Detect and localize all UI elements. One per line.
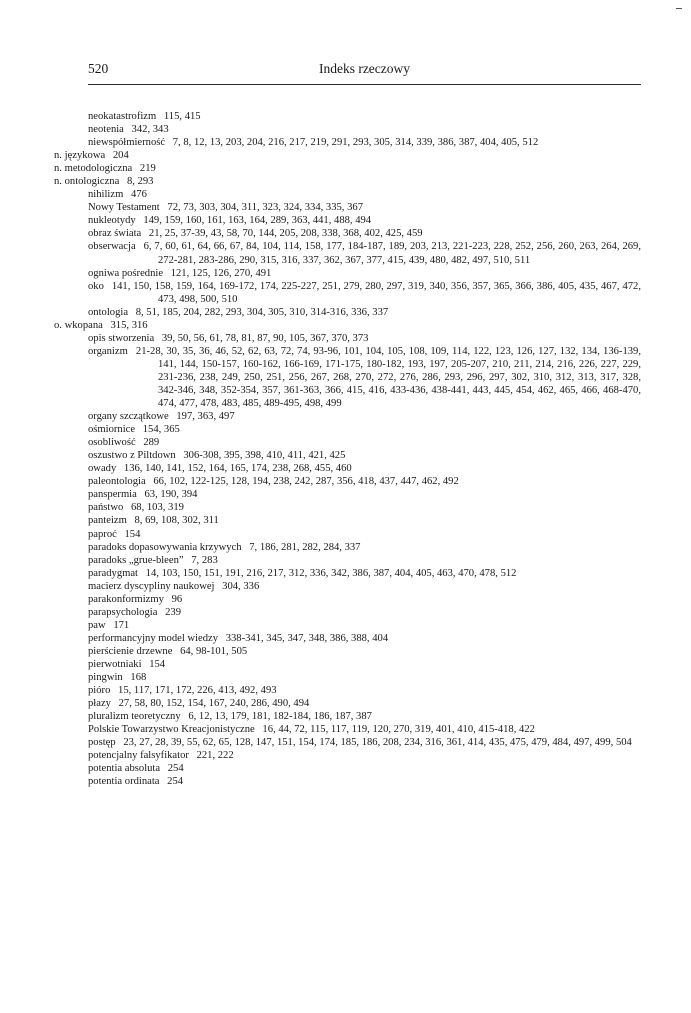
index-entry (88, 436, 641, 449)
index-pages: 254 (167, 776, 184, 788)
index-term: osobliwość (88, 437, 136, 449)
index-term: organy szczątkowe (88, 411, 169, 423)
index-term: macierz dyscypliny naukowej (88, 580, 215, 592)
index-entry (88, 475, 641, 488)
index-pages: 8, 51, 185, 204, 282, 293, 304, 305, 310, 314-316, 336, 337 (135, 306, 389, 318)
index-term: pingwin (88, 672, 123, 684)
index-term: performancyjny model wiedzy (88, 632, 219, 644)
scan-mark (676, 8, 682, 9)
index-term: pierścienie drzewne (88, 645, 173, 657)
index-entry (88, 214, 641, 227)
index-pages: 8, 293 (126, 176, 154, 188)
index-term: potencjalny falsyfikator (88, 750, 189, 762)
index-subentry (88, 580, 641, 593)
page-header (88, 61, 641, 81)
index-term: pluralizm teoretyczny (88, 711, 181, 723)
index-pages: 338-341, 345, 347, 348, 386, 388, 404 (225, 632, 389, 644)
index-subentry (54, 175, 641, 188)
index-pages: 8, 69, 108, 302, 311 (134, 515, 219, 527)
index-entry (88, 488, 641, 501)
index-pages: 63, 190, 394 (144, 489, 198, 501)
index-pages: 306-308, 395, 398, 410, 411, 421, 425 (183, 450, 346, 462)
index-pages: 171 (113, 619, 130, 631)
index-pages: 72, 73, 303, 304, 311, 323, 324, 334, 335, 367 (167, 202, 363, 214)
index-entry (88, 227, 641, 240)
index-entry (88, 697, 641, 710)
index-subentry (54, 319, 641, 332)
index-subentry (54, 162, 641, 175)
index-term: organizm (88, 345, 128, 357)
index-pages: 154 (149, 658, 166, 670)
index-term: parakonformizmy (88, 593, 164, 605)
index-term: państwo (88, 502, 124, 514)
index-entry (88, 462, 641, 475)
index-term: paw (88, 619, 106, 631)
index-pages: 121, 125, 126, 270, 491 (170, 267, 272, 279)
index-pages: 154 (124, 528, 141, 540)
index-pages: 476 (130, 189, 147, 201)
index-entry (88, 658, 641, 671)
index-pages: 7, 186, 281, 282, 284, 337 (249, 541, 361, 553)
index-term: postęp (88, 737, 116, 749)
index-entry (88, 123, 641, 136)
index-pages: 141, 150, 158, 159, 164, 169-172, 174, 225-227, 251, 279, 280, 297, 319, 340, 356, 357, 365, 366, 386, 405, 435, 467, 472, 473, 498, 500, 510 (111, 280, 641, 305)
index-entry (88, 306, 641, 319)
index-term: parapsychologia (88, 606, 158, 618)
header-rule (88, 84, 641, 85)
index-pages: 7, 8, 12, 13, 203, 204, 216, 217, 219, 291, 293, 305, 314, 339, 386, 387, 404, 405, 512 (172, 137, 539, 149)
index-pages: 239 (165, 606, 181, 618)
index-term: paradoks dopasowywania krzywych (88, 541, 242, 553)
index-pages: 66, 102, 122-125, 128, 194, 238, 242, 287, 356, 418, 437, 447, 462, 492 (153, 476, 459, 488)
index-pages: 154, 365 (142, 424, 180, 436)
index-term: pierwotniaki (88, 658, 142, 670)
index-entry (88, 619, 641, 632)
index-entry (88, 684, 641, 697)
index-list (54, 110, 641, 788)
index-pages: 342, 343 (131, 124, 169, 136)
index-subentry (54, 149, 641, 162)
index-pages: 23, 27, 28, 39, 55, 62, 65, 128, 147, 151, 154, 174, 185, 186, 208, 234, 316, 361, 414, 435, 475, 479, 484, 497, 499, 504 (123, 737, 632, 749)
index-term: neokatastrofizm (88, 111, 157, 122)
index-pages: 39, 50, 56, 61, 78, 81, 87, 90, 105, 367, 370, 373 (161, 332, 369, 344)
index-entry (88, 749, 641, 762)
index-entry (88, 671, 641, 684)
index-term: obserwacja (88, 241, 136, 253)
index-entry (88, 345, 641, 410)
index-entry (88, 514, 641, 527)
index-term: paleontologia (88, 476, 146, 488)
index-pages: 21, 25, 37-39, 43, 58, 70, 144, 205, 208, 338, 368, 402, 425, 459 (148, 228, 423, 240)
index-pages: 304, 336 (222, 580, 260, 592)
index-term: ogniwa pośrednie (88, 267, 164, 279)
index-pages: 14, 103, 150, 151, 191, 216, 217, 312, 336, 342, 386, 387, 404, 405, 463, 470, 478, 512 (145, 567, 517, 579)
index-entry (88, 280, 641, 306)
index-term: ontologia (88, 306, 129, 318)
index-entry (88, 201, 641, 214)
index-entry (88, 410, 641, 423)
index-entry (88, 332, 641, 345)
index-term: płazy (88, 698, 111, 710)
index-term: panspermia (88, 489, 137, 501)
index-entry (88, 567, 641, 580)
index-term: paradoks „grue-bleen” (88, 554, 184, 566)
running-title: Indeks rzeczowy (318, 61, 411, 76)
index-term: paradygmat (88, 567, 139, 579)
index-pages: 136, 140, 141, 152, 164, 165, 174, 238, 268, 455, 460 (123, 463, 352, 475)
index-entry (88, 645, 641, 658)
index-pages: 204 (112, 150, 129, 162)
index-pages: 168 (130, 672, 147, 684)
index-term: owady (88, 463, 117, 475)
index-entry (88, 423, 641, 436)
index-pages: 115, 415 (163, 111, 201, 122)
index-pages: 315, 316 (110, 319, 148, 331)
index-term: Polskie Towarzystwo Kreacjonistyczne (88, 724, 255, 736)
index-term: obraz świata (88, 228, 142, 240)
index-entry (88, 528, 641, 541)
index-term: niewspółmierność (88, 137, 166, 149)
index-entry (88, 593, 641, 606)
index-entry (88, 188, 641, 201)
index-entry (88, 136, 641, 149)
index-term: Nowy Testament (88, 202, 160, 214)
index-term: n. ontologiczna (54, 176, 120, 188)
index-term: opis stworzenia (88, 332, 155, 344)
index-entry (88, 762, 641, 775)
index-entry (88, 632, 641, 645)
index-entry (88, 775, 641, 788)
index-pages: 7, 283 (191, 554, 218, 566)
index-term: n. językowa (54, 150, 106, 162)
index-entry (88, 723, 641, 736)
index-pages: 15, 117, 171, 172, 226, 413, 492, 493 (118, 685, 277, 697)
index-entry (88, 541, 641, 554)
index-term: panteizm (88, 515, 127, 527)
index-term: potentia absoluta (88, 763, 161, 775)
index-pages: 27, 58, 80, 152, 154, 167, 240, 286, 490, 494 (118, 698, 310, 710)
index-term: o. wkopana (54, 319, 103, 331)
index-term: oko (88, 280, 104, 292)
index-term: paproć (88, 528, 117, 540)
index-term: oszustwo z Piltdown (88, 450, 176, 462)
index-pages: 254 (167, 763, 184, 775)
index-term: nukleotydy (88, 215, 136, 227)
index-pages: 96 (171, 593, 183, 605)
index-entry (88, 240, 641, 266)
index-pages: 149, 159, 160, 161, 163, 164, 289, 363, 441, 488, 494 (143, 215, 372, 227)
index-entry (88, 736, 641, 749)
index-pages: 16, 44, 72, 115, 117, 119, 120, 270, 319, 401, 410, 415-418, 422 (262, 724, 535, 736)
index-pages: 21-28, 30, 35, 36, 46, 52, 62, 63, 72, 74, 93-96, 101, 104, 105, 108, 109, 114, 122, 123, 126, 127, 132, 134, 136-139, 141, 144, 150-157, 160-162, 166-169, 171-175, 180-182, 193, 197, 205-207, 210, 211, 214, 216, 226, 227, 229, 231-236, 238, 249, 250, 251, 256, 267, 268, 270, 272, 276, 286, 293, 296, 297, 302, 310, 312, 313, 317, 328, 342-346, 348, 352-354, 357, 361-363, 366, 415, 416, 433-436, 438-441, 443, 445, 454, 462, 465, 466, 468-470, 474, 477, 478, 483, 485, 489-495, 498, 499 (135, 345, 641, 410)
index-pages: 219 (139, 163, 156, 175)
index-entry (88, 501, 641, 514)
index-entry (88, 606, 641, 619)
index-term: pióro (88, 685, 111, 697)
index-entry (88, 267, 641, 280)
index-entry (88, 554, 641, 567)
index-pages: 197, 363, 497 (176, 411, 235, 423)
index-entry (88, 110, 641, 123)
index-term: neotenia (88, 124, 124, 136)
index-pages: 6, 12, 13, 179, 181, 182-184, 186, 187, 387 (188, 711, 372, 723)
index-pages: 6, 7, 60, 61, 64, 66, 67, 84, 104, 114, 158, 177, 184-187, 189, 203, 213, 221-223, 228, 252, 256, 260, 263, 264, 269, 272-281, 283-286, 290, 315, 316, 337, 362, 367, 377, 415, 439, 480, 482, 497, 510, 511 (143, 241, 641, 266)
index-term: potentia ordinata (88, 776, 160, 788)
index-term: nihilizm (88, 189, 124, 201)
index-pages: 221, 222 (196, 750, 234, 762)
index-term: ośmiornice (88, 424, 136, 436)
index-term: n. metodologiczna (54, 163, 133, 175)
index-pages: 289 (143, 437, 160, 449)
index-pages: 64, 98-101, 505 (180, 645, 248, 657)
page-number: 520 (88, 61, 109, 76)
index-pages: 68, 103, 319 (130, 502, 184, 514)
index-entry (88, 710, 641, 723)
index-entry (88, 449, 641, 462)
